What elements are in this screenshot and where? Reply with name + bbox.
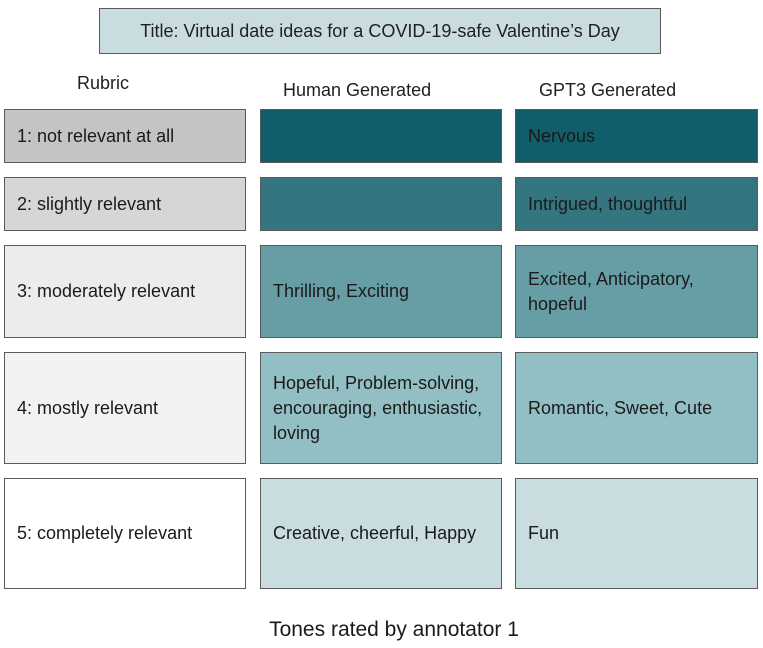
gpt3-tone-cell-5: Fun (515, 478, 758, 589)
gpt3-tone-cell-1: Nervous (515, 109, 758, 163)
gpt3-tone-cell-3: Excited, Anticipatory, hopeful (515, 245, 758, 338)
figure-caption: Tones rated by annotator 1 (269, 618, 519, 641)
gpt3-tone-cell-2: Intrigued, thoughtful (515, 177, 758, 231)
human-tone-cell-3: Thrilling, Exciting (260, 245, 502, 338)
rubric-cell-4: 4: mostly relevant (4, 352, 246, 464)
human-tone-cell-4: Hopeful, Problem-solving, encouraging, enthusiastic, loving (260, 352, 502, 464)
human-tone-cell-2 (260, 177, 502, 231)
gpt3-tone-cell-4: Romantic, Sweet, Cute (515, 352, 758, 464)
rubric-cell-2: 2: slightly relevant (4, 177, 246, 231)
gpt3-generated-header: GPT3 Generated (539, 80, 677, 100)
human-generated-header: Human Generated (283, 80, 432, 100)
human-tone-cell-1 (260, 109, 502, 163)
human-tone-cell-5: Creative, cheerful, Happy (260, 478, 502, 589)
rubric-cell-5: 5: completely relevant (4, 478, 246, 589)
rubric-header: Rubric (77, 73, 130, 93)
rubric-cell-1: 1: not relevant at all (4, 109, 246, 163)
rubric-cell-3: 3: moderately relevant (4, 245, 246, 338)
diagram-title: Title: Virtual date ideas for a COVID-19-safe Valentine’s Day (99, 8, 661, 54)
